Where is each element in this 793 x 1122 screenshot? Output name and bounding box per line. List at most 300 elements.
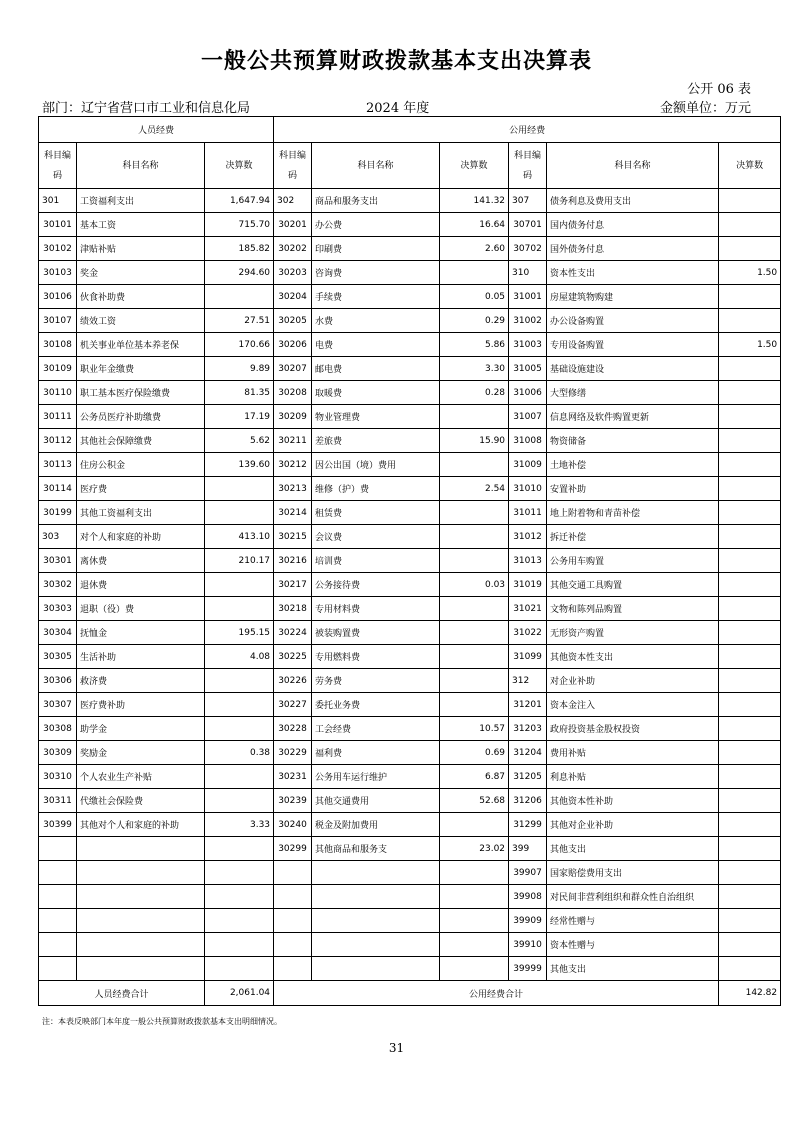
subject-name-cell: 津贴补贴 [77, 237, 205, 261]
amount-cell [719, 597, 781, 621]
amount-cell: 5.62 [205, 429, 274, 453]
amount-cell [719, 213, 781, 237]
subject-code-cell: 301 [39, 189, 77, 213]
subject-name-cell: 租赁费 [312, 501, 440, 525]
subject-name-cell: 对民间非营利组织和群众性自治组织 [547, 885, 719, 909]
subject-name-cell: 经常性赠与 [547, 909, 719, 933]
subject-code-cell [274, 909, 312, 933]
subject-name-cell [77, 957, 205, 981]
subject-code-cell: 30301 [39, 549, 77, 573]
amount-cell [440, 909, 509, 933]
table-row [39, 597, 781, 621]
subject-code-cell: 31009 [509, 453, 547, 477]
amount-cell [719, 645, 781, 669]
subject-code-cell: 30101 [39, 213, 77, 237]
col-code-header: 科目编码 [39, 143, 77, 189]
subject-name-cell: 咨询费 [312, 261, 440, 285]
subject-code-cell [39, 861, 77, 885]
table-row [39, 333, 781, 357]
amount-cell [440, 885, 509, 909]
amount-cell: 170.66 [205, 333, 274, 357]
col-amount-header: 决算数 [719, 143, 781, 189]
amount-cell: 1.50 [719, 333, 781, 357]
subject-name-cell: 医疗费 [77, 477, 205, 501]
amount-cell: 1.50 [719, 261, 781, 285]
subject-name-cell: 奖励金 [77, 741, 205, 765]
subject-name-cell: 信息网络及软件购置更新 [547, 405, 719, 429]
amount-cell [440, 861, 509, 885]
subject-code-cell: 30108 [39, 333, 77, 357]
subject-name-cell: 专用燃料费 [312, 645, 440, 669]
public-header: 公用经费 [274, 117, 781, 143]
subject-code-cell: 30309 [39, 741, 77, 765]
subject-code-cell: 30702 [509, 237, 547, 261]
table-row [39, 261, 781, 285]
subject-code-cell: 31012 [509, 525, 547, 549]
subject-name-cell: 其他社会保障缴费 [77, 429, 205, 453]
subject-name-cell: 国内债务付息 [547, 213, 719, 237]
amount-cell [205, 933, 274, 957]
subject-code-cell: 30239 [274, 789, 312, 813]
subject-code-cell: 30227 [274, 693, 312, 717]
subject-name-cell: 其他交通工具购置 [547, 573, 719, 597]
subject-code-cell: 30211 [274, 429, 312, 453]
subject-code-cell: 30217 [274, 573, 312, 597]
subject-code-cell: 30308 [39, 717, 77, 741]
subject-name-cell [77, 909, 205, 933]
amount-cell: 6.87 [440, 765, 509, 789]
amount-cell: 1,647.94 [205, 189, 274, 213]
subject-name-cell [312, 933, 440, 957]
subject-code-cell: 30212 [274, 453, 312, 477]
subject-code-cell [274, 861, 312, 885]
subject-name-cell: 公务用车购置 [547, 549, 719, 573]
amount-cell [205, 717, 274, 741]
subject-code-cell: 30103 [39, 261, 77, 285]
table-row [39, 381, 781, 405]
subject-name-cell: 专用材料费 [312, 597, 440, 621]
amount-cell [719, 957, 781, 981]
subject-name-cell [77, 933, 205, 957]
amount-cell [205, 765, 274, 789]
col-code-header: 科目编码 [509, 143, 547, 189]
subject-name-cell: 取暖费 [312, 381, 440, 405]
amount-cell: 3.30 [440, 357, 509, 381]
subject-code-cell [39, 933, 77, 957]
subject-name-cell [312, 861, 440, 885]
amount-cell: 10.57 [440, 717, 509, 741]
subject-code-cell [39, 909, 77, 933]
amount-cell [440, 501, 509, 525]
totals-row [39, 981, 781, 1006]
subject-code-cell: 31022 [509, 621, 547, 645]
amount-cell: 294.60 [205, 261, 274, 285]
subject-name-cell: 邮电费 [312, 357, 440, 381]
subject-code-cell: 30399 [39, 813, 77, 837]
amount-cell [719, 381, 781, 405]
amount-cell: 210.17 [205, 549, 274, 573]
subject-code-cell: 31019 [509, 573, 547, 597]
amount-cell: 139.60 [205, 453, 274, 477]
subject-name-cell: 安置补助 [547, 477, 719, 501]
subject-name-cell: 工资福利支出 [77, 189, 205, 213]
subject-code-cell: 307 [509, 189, 547, 213]
subject-name-cell: 伙食补助费 [77, 285, 205, 309]
subject-name-cell: 因公出国（境）费用 [312, 453, 440, 477]
subject-code-cell: 31008 [509, 429, 547, 453]
amount-cell: 3.33 [205, 813, 274, 837]
subject-code-cell: 31011 [509, 501, 547, 525]
table-row [39, 957, 781, 981]
table-row [39, 669, 781, 693]
subject-name-cell: 国家赔偿费用支出 [547, 861, 719, 885]
amount-cell: 0.29 [440, 309, 509, 333]
subject-name-cell: 绩效工资 [77, 309, 205, 333]
subject-name-cell: 其他资本性补助 [547, 789, 719, 813]
subject-code-cell: 31002 [509, 309, 547, 333]
subject-code-cell: 30114 [39, 477, 77, 501]
subject-name-cell: 其他支出 [547, 837, 719, 861]
amount-cell [719, 717, 781, 741]
subject-name-cell: 机关事业单位基本养老保 [77, 333, 205, 357]
subject-name-cell: 代缴社会保险费 [77, 789, 205, 813]
subject-code-cell: 30112 [39, 429, 77, 453]
subject-code-cell: 30214 [274, 501, 312, 525]
subject-name-cell: 离休费 [77, 549, 205, 573]
subject-name-cell: 其他交通费用 [312, 789, 440, 813]
amount-cell [719, 477, 781, 501]
amount-cell: 0.03 [440, 573, 509, 597]
amount-cell: 0.69 [440, 741, 509, 765]
subject-code-cell: 31001 [509, 285, 547, 309]
subject-code-cell: 31204 [509, 741, 547, 765]
col-amount-header: 决算数 [440, 143, 509, 189]
subject-name-cell [312, 909, 440, 933]
table-row [39, 213, 781, 237]
subject-name-cell [312, 885, 440, 909]
subject-code-cell: 31021 [509, 597, 547, 621]
subject-code-cell: 30109 [39, 357, 77, 381]
subject-code-cell: 30107 [39, 309, 77, 333]
amount-cell [719, 405, 781, 429]
subject-code-cell: 30206 [274, 333, 312, 357]
amount-cell [719, 285, 781, 309]
subject-code-cell: 30102 [39, 237, 77, 261]
subject-code-cell: 302 [274, 189, 312, 213]
amount-cell [719, 573, 781, 597]
col-name-header: 科目名称 [77, 143, 205, 189]
amount-cell: 17.19 [205, 405, 274, 429]
subject-name-cell: 差旅费 [312, 429, 440, 453]
subject-name-cell: 会议费 [312, 525, 440, 549]
public-total-label: 公用经费合计 [274, 981, 719, 1006]
amount-cell: 27.51 [205, 309, 274, 333]
subject-name-cell: 退休费 [77, 573, 205, 597]
amount-cell [440, 933, 509, 957]
amount-cell [719, 789, 781, 813]
subject-name-cell: 劳务费 [312, 669, 440, 693]
amount-cell [719, 189, 781, 213]
table-row [39, 429, 781, 453]
table-row [39, 501, 781, 525]
table-code: 公开 06 表 [687, 82, 751, 97]
subject-code-cell: 30306 [39, 669, 77, 693]
subject-code-cell: 399 [509, 837, 547, 861]
subject-name-cell: 维修（护）费 [312, 477, 440, 501]
subject-name-cell: 个人农业生产补贴 [77, 765, 205, 789]
amount-cell: 141.32 [440, 189, 509, 213]
subject-name-cell: 职工基本医疗保险缴费 [77, 381, 205, 405]
subject-name-cell: 手续费 [312, 285, 440, 309]
subject-code-cell: 30302 [39, 573, 77, 597]
subject-name-cell: 公务员医疗补助缴费 [77, 405, 205, 429]
amount-cell [719, 813, 781, 837]
amount-cell [719, 837, 781, 861]
subject-name-cell: 物资储备 [547, 429, 719, 453]
amount-cell [719, 429, 781, 453]
table-row [39, 189, 781, 213]
subject-code-cell: 30213 [274, 477, 312, 501]
subject-code-cell: 30215 [274, 525, 312, 549]
header-group-row [39, 117, 781, 143]
table-row [39, 477, 781, 501]
subject-code-cell: 30240 [274, 813, 312, 837]
amount-cell: 2.54 [440, 477, 509, 501]
amount-cell: 715.70 [205, 213, 274, 237]
subject-code-cell: 30208 [274, 381, 312, 405]
col-amount-header: 决算数 [205, 143, 274, 189]
amount-cell [440, 621, 509, 645]
table-row [39, 789, 781, 813]
subject-name-cell: 专用设备购置 [547, 333, 719, 357]
subject-code-cell: 30199 [39, 501, 77, 525]
subject-name-cell: 土地补偿 [547, 453, 719, 477]
page-number: 31 [388, 1041, 405, 1055]
table-row [39, 813, 781, 837]
page-title: 一般公共预算财政拨款基本支出决算表 [200, 48, 592, 74]
subject-name-cell: 对个人和家庭的补助 [77, 525, 205, 549]
subject-name-cell: 医疗费补助 [77, 693, 205, 717]
amount-cell [205, 909, 274, 933]
amount-cell [719, 309, 781, 333]
amount-cell [440, 405, 509, 429]
subject-code-cell [39, 837, 77, 861]
amount-cell [440, 261, 509, 285]
public-total-value: 142.82 [719, 981, 781, 1006]
subject-name-cell [77, 885, 205, 909]
subject-name-cell: 抚恤金 [77, 621, 205, 645]
amount-cell: 4.08 [205, 645, 274, 669]
subject-code-cell: 30205 [274, 309, 312, 333]
subject-code-cell [39, 885, 77, 909]
subject-name-cell: 国外债务付息 [547, 237, 719, 261]
subject-name-cell: 福利费 [312, 741, 440, 765]
amount-cell [205, 669, 274, 693]
subject-name-cell: 物业管理费 [312, 405, 440, 429]
subject-name-cell: 大型修缮 [547, 381, 719, 405]
subject-name-cell: 住房公积金 [77, 453, 205, 477]
amount-cell [719, 741, 781, 765]
amount-cell [719, 501, 781, 525]
amount-cell [719, 549, 781, 573]
subject-code-cell: 31005 [509, 357, 547, 381]
amount-cell [719, 525, 781, 549]
table-row [39, 621, 781, 645]
subject-code-cell: 30307 [39, 693, 77, 717]
subject-code-cell: 30304 [39, 621, 77, 645]
amount-cell [719, 885, 781, 909]
amount-cell [205, 861, 274, 885]
subject-code-cell: 39909 [509, 909, 547, 933]
subject-code-cell: 30305 [39, 645, 77, 669]
subject-code-cell: 31003 [509, 333, 547, 357]
subject-name-cell: 水费 [312, 309, 440, 333]
subject-name-cell: 其他商品和服务支 [312, 837, 440, 861]
subject-name-cell: 资本金注入 [547, 693, 719, 717]
table-row [39, 237, 781, 261]
table-row [39, 285, 781, 309]
amount-cell [440, 453, 509, 477]
subject-name-cell: 工会经费 [312, 717, 440, 741]
subject-name-cell: 生活补助 [77, 645, 205, 669]
amount-cell [719, 933, 781, 957]
table-row [39, 861, 781, 885]
subject-code-cell: 31099 [509, 645, 547, 669]
subject-code-cell: 30303 [39, 597, 77, 621]
subject-name-cell: 其他对企业补助 [547, 813, 719, 837]
amount-cell [719, 357, 781, 381]
amount-cell: 0.28 [440, 381, 509, 405]
subject-code-cell: 31299 [509, 813, 547, 837]
personnel-total-value: 2,061.04 [205, 981, 274, 1006]
subject-name-cell: 资本性支出 [547, 261, 719, 285]
subject-code-cell: 30201 [274, 213, 312, 237]
amount-cell: 2.60 [440, 237, 509, 261]
amount-cell: 15.90 [440, 429, 509, 453]
amount-cell [719, 669, 781, 693]
subject-name-cell: 培训费 [312, 549, 440, 573]
subject-code-cell: 31203 [509, 717, 547, 741]
year-label: 2024 年度 [366, 101, 430, 116]
subject-name-cell: 政府投资基金股权投资 [547, 717, 719, 741]
table-row [39, 885, 781, 909]
amount-cell [205, 285, 274, 309]
table-row [39, 645, 781, 669]
subject-code-cell: 30226 [274, 669, 312, 693]
subject-name-cell: 其他支出 [547, 957, 719, 981]
amount-cell [205, 501, 274, 525]
subject-code-cell: 39908 [509, 885, 547, 909]
amount-cell [719, 621, 781, 645]
table-row [39, 357, 781, 381]
subject-code-cell: 30224 [274, 621, 312, 645]
amount-cell [440, 645, 509, 669]
table-row [39, 765, 781, 789]
subject-code-cell: 39999 [509, 957, 547, 981]
subject-code-cell: 31013 [509, 549, 547, 573]
table-row [39, 693, 781, 717]
amount-cell: 23.02 [440, 837, 509, 861]
subject-name-cell: 办公费 [312, 213, 440, 237]
subject-code-cell: 30311 [39, 789, 77, 813]
amount-cell [440, 693, 509, 717]
subject-code-cell: 31201 [509, 693, 547, 717]
col-code-header: 科目编码 [274, 143, 312, 189]
table-row [39, 741, 781, 765]
subject-name-cell: 公务用车运行维护 [312, 765, 440, 789]
subject-code-cell: 30204 [274, 285, 312, 309]
subject-code-cell: 30229 [274, 741, 312, 765]
amount-cell [205, 597, 274, 621]
subject-code-cell [274, 933, 312, 957]
subject-code-cell: 30111 [39, 405, 77, 429]
amount-cell [205, 693, 274, 717]
table-row [39, 549, 781, 573]
amount-cell [719, 237, 781, 261]
amount-cell: 185.82 [205, 237, 274, 261]
amount-cell [205, 477, 274, 501]
amount-cell [719, 909, 781, 933]
subject-name-cell: 电费 [312, 333, 440, 357]
subject-code-cell [274, 957, 312, 981]
subject-code-cell: 30207 [274, 357, 312, 381]
amount-cell: 9.89 [205, 357, 274, 381]
expenditure-table [38, 116, 781, 1006]
subject-name-cell: 办公设备购置 [547, 309, 719, 333]
subject-code-cell: 30225 [274, 645, 312, 669]
amount-cell [719, 765, 781, 789]
subject-code-cell: 303 [39, 525, 77, 549]
table-row [39, 717, 781, 741]
subject-name-cell: 其他资本性支出 [547, 645, 719, 669]
col-name-header: 科目名称 [312, 143, 440, 189]
amount-cell: 5.86 [440, 333, 509, 357]
amount-cell [205, 573, 274, 597]
personnel-total-label: 人员经费合计 [39, 981, 205, 1006]
subject-code-cell: 30228 [274, 717, 312, 741]
subject-name-cell [77, 837, 205, 861]
subject-code-cell: 31007 [509, 405, 547, 429]
table-row [39, 453, 781, 477]
subject-code-cell: 31206 [509, 789, 547, 813]
subject-name-cell: 商品和服务支出 [312, 189, 440, 213]
subject-name-cell: 奖金 [77, 261, 205, 285]
amount-cell [719, 453, 781, 477]
table-row [39, 525, 781, 549]
amount-cell: 0.05 [440, 285, 509, 309]
subject-name-cell: 对企业补助 [547, 669, 719, 693]
subject-name-cell: 利息补贴 [547, 765, 719, 789]
subject-name-cell: 费用补贴 [547, 741, 719, 765]
subject-name-cell: 基本工资 [77, 213, 205, 237]
table-row [39, 405, 781, 429]
amount-cell [205, 789, 274, 813]
subject-code-cell: 30701 [509, 213, 547, 237]
table-row [39, 573, 781, 597]
subject-name-cell [77, 861, 205, 885]
subject-code-cell: 39910 [509, 933, 547, 957]
amount-cell [719, 861, 781, 885]
table-row [39, 309, 781, 333]
amount-cell [205, 957, 274, 981]
subject-name-cell: 其他对个人和家庭的补助 [77, 813, 205, 837]
subject-code-cell: 30106 [39, 285, 77, 309]
subject-code-cell: 30218 [274, 597, 312, 621]
subject-code-cell: 312 [509, 669, 547, 693]
subject-name-cell: 被装购置费 [312, 621, 440, 645]
col-name-header: 科目名称 [547, 143, 719, 189]
amount-cell: 52.68 [440, 789, 509, 813]
